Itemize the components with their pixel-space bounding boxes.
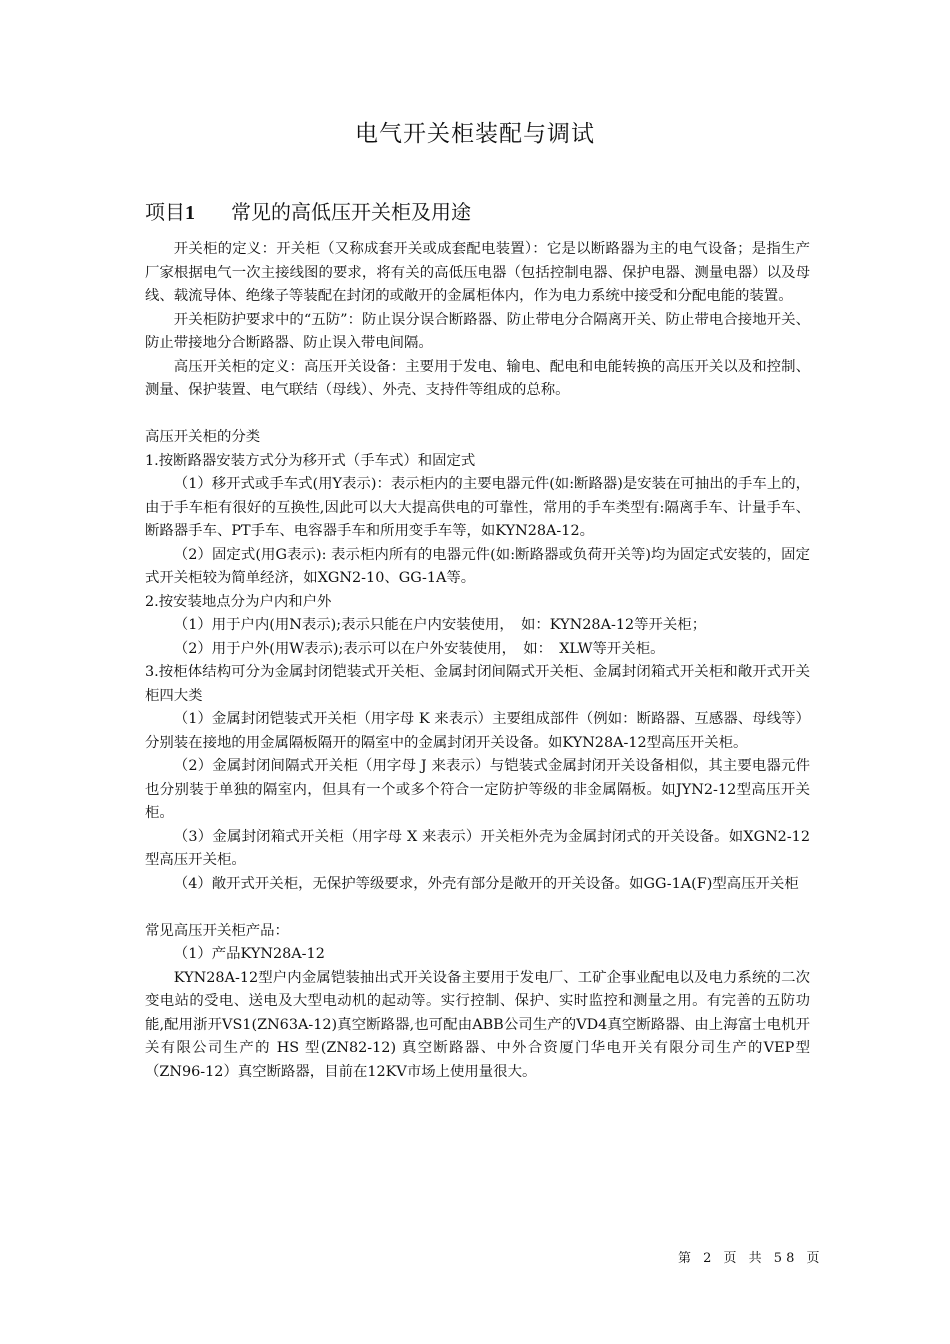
section-number-value: 1 (185, 202, 195, 224)
paragraph: （1）金属封闭铠装式开关柜（用字母 K 来表示）主要组成部件（例如：断路器、互感器、母线等）分别装在接地的用金属隔板隔开的隔室中的金属封闭开关设备。如KYN28A-12型高压开关柜。 (145, 711, 810, 751)
paragraph: （2）固定式(用G表示): 表示柜内所有的电器元件(如:断路器或负荷开关等)均为固定式安装的，固定式开关柜较为简单经济，如XGN2-10、GG-1A等。 (145, 546, 810, 586)
paragraph: 开关柜防护要求中的“五防”：防止误分误合断路器、防止带电分合隔离开关、防止带电合接地开关、防止带接地分合断路器、防止误入带电间隔。 (145, 311, 810, 351)
document-body (145, 238, 810, 1084)
paragraph: 3.按柜体结构可分为金属封闭铠装式开关柜、金属封闭间隔式开关柜、金属封闭箱式开关柜和敞开式开关柜四大类 (145, 664, 810, 704)
document-title: 电气开关柜装配与调试 (355, 121, 595, 147)
section-title-text: 常见的高低压开关柜及用途 (231, 200, 471, 224)
section-heading (145, 198, 471, 227)
paragraph: 2.按安装地点分为户内和户外 (145, 593, 332, 610)
paragraph-gap (145, 896, 810, 920)
paragraph: 高压开关柜的分类 (145, 429, 261, 445)
paragraph: （1）移开式或手车式(用Y表示)：表示柜内的主要电器元件(如:断路器)是安装在可抽出的手车上的，由于手车柜有很好的互换性,因此可以大大提高供电的可靠性，常用的手车类型有:隔离手车、计量手车、断路器手车、PT手车、电容器手车和所用变手车等，如KYN28A-12。 (145, 476, 810, 539)
paragraph: （2）金属封闭间隔式开关柜（用字母 J 来表示）与铠装式金属封闭开关设备相似，其主要电器元件也分别装于单独的隔室内，但具有一个或多个符合一定防护等级的非金属隔板。如JYN2-12型高压开关柜。 (145, 758, 810, 821)
paragraph: （1）用于户内(用N表示);表示只能在户内安装使用， 如：KYN28A-12等开关柜； (173, 617, 707, 633)
paragraph-gap (145, 403, 810, 427)
paragraph: （1）产品KYN28A-12 (173, 946, 325, 962)
paragraph: 开关柜的定义：开关柜（又称成套开关或成套配电装置）：它是以断路器为主的电气设备；是指生产厂家根据电气一次主接线图的要求，将有关的高低压电器（包括控制电器、保护电器、测量电器）以及母线、载流导体、绝缘子等装配在封闭的或敞开的金属柜体内，作为电力系统中接受和分配电能的装置。 (145, 241, 810, 304)
paragraph: （4）敞开式开关柜，无保护等级要求，外壳有部分是敞开的开关设备。如GG-1A(F)型高压开关柜 (173, 875, 799, 892)
paragraph: （2）用于户外(用W表示);表示可以在户外安装使用， 如： XLW等开关柜。 (173, 640, 665, 657)
paragraph: 高压开关柜的定义：高压开关设备：主要用于发电、输电、配电和电能转换的高压开关以及和控制、测量、保护装置、电气联结（母线）、外壳、支持件等组成的总称。 (145, 358, 810, 398)
section-number (145, 200, 195, 224)
paragraph: 1.按断路器安装方式分为移开式（手车式）和固定式 (145, 452, 476, 469)
paragraph: 常见高压开关柜产品： (145, 922, 289, 939)
section-number-prefix: 项目 (145, 200, 185, 224)
page-number: 第 2 页 共 58 页 (678, 1251, 824, 1266)
paragraph: KYN28A-12型户内金属铠装抽出式开关设备主要用于发电厂、工矿企事业配电以及电力系统的二次变电站的受电、送电及大型电动机的起动等。实行控制、保护、实时监控和测量之用。有完善的五防功能,配用浙开VS1(ZN63A-12)真空断路器,也可配由ABB公司生产的VD4真空断路器、由上海富士电机开关有限公司生产的 HS 型(ZN82-12) 真空断路器、中外合资厦门华电开关有限分司生产的VEP型（ZN96-12）真空断路器，目前在12KV市场上使用量很大。 (145, 969, 810, 1080)
paragraph: （3）金属封闭箱式开关柜（用字母 X 来表示）开关柜外壳为金属封闭式的开关设备。如XGN2-12型高压开关柜。 (145, 828, 810, 868)
